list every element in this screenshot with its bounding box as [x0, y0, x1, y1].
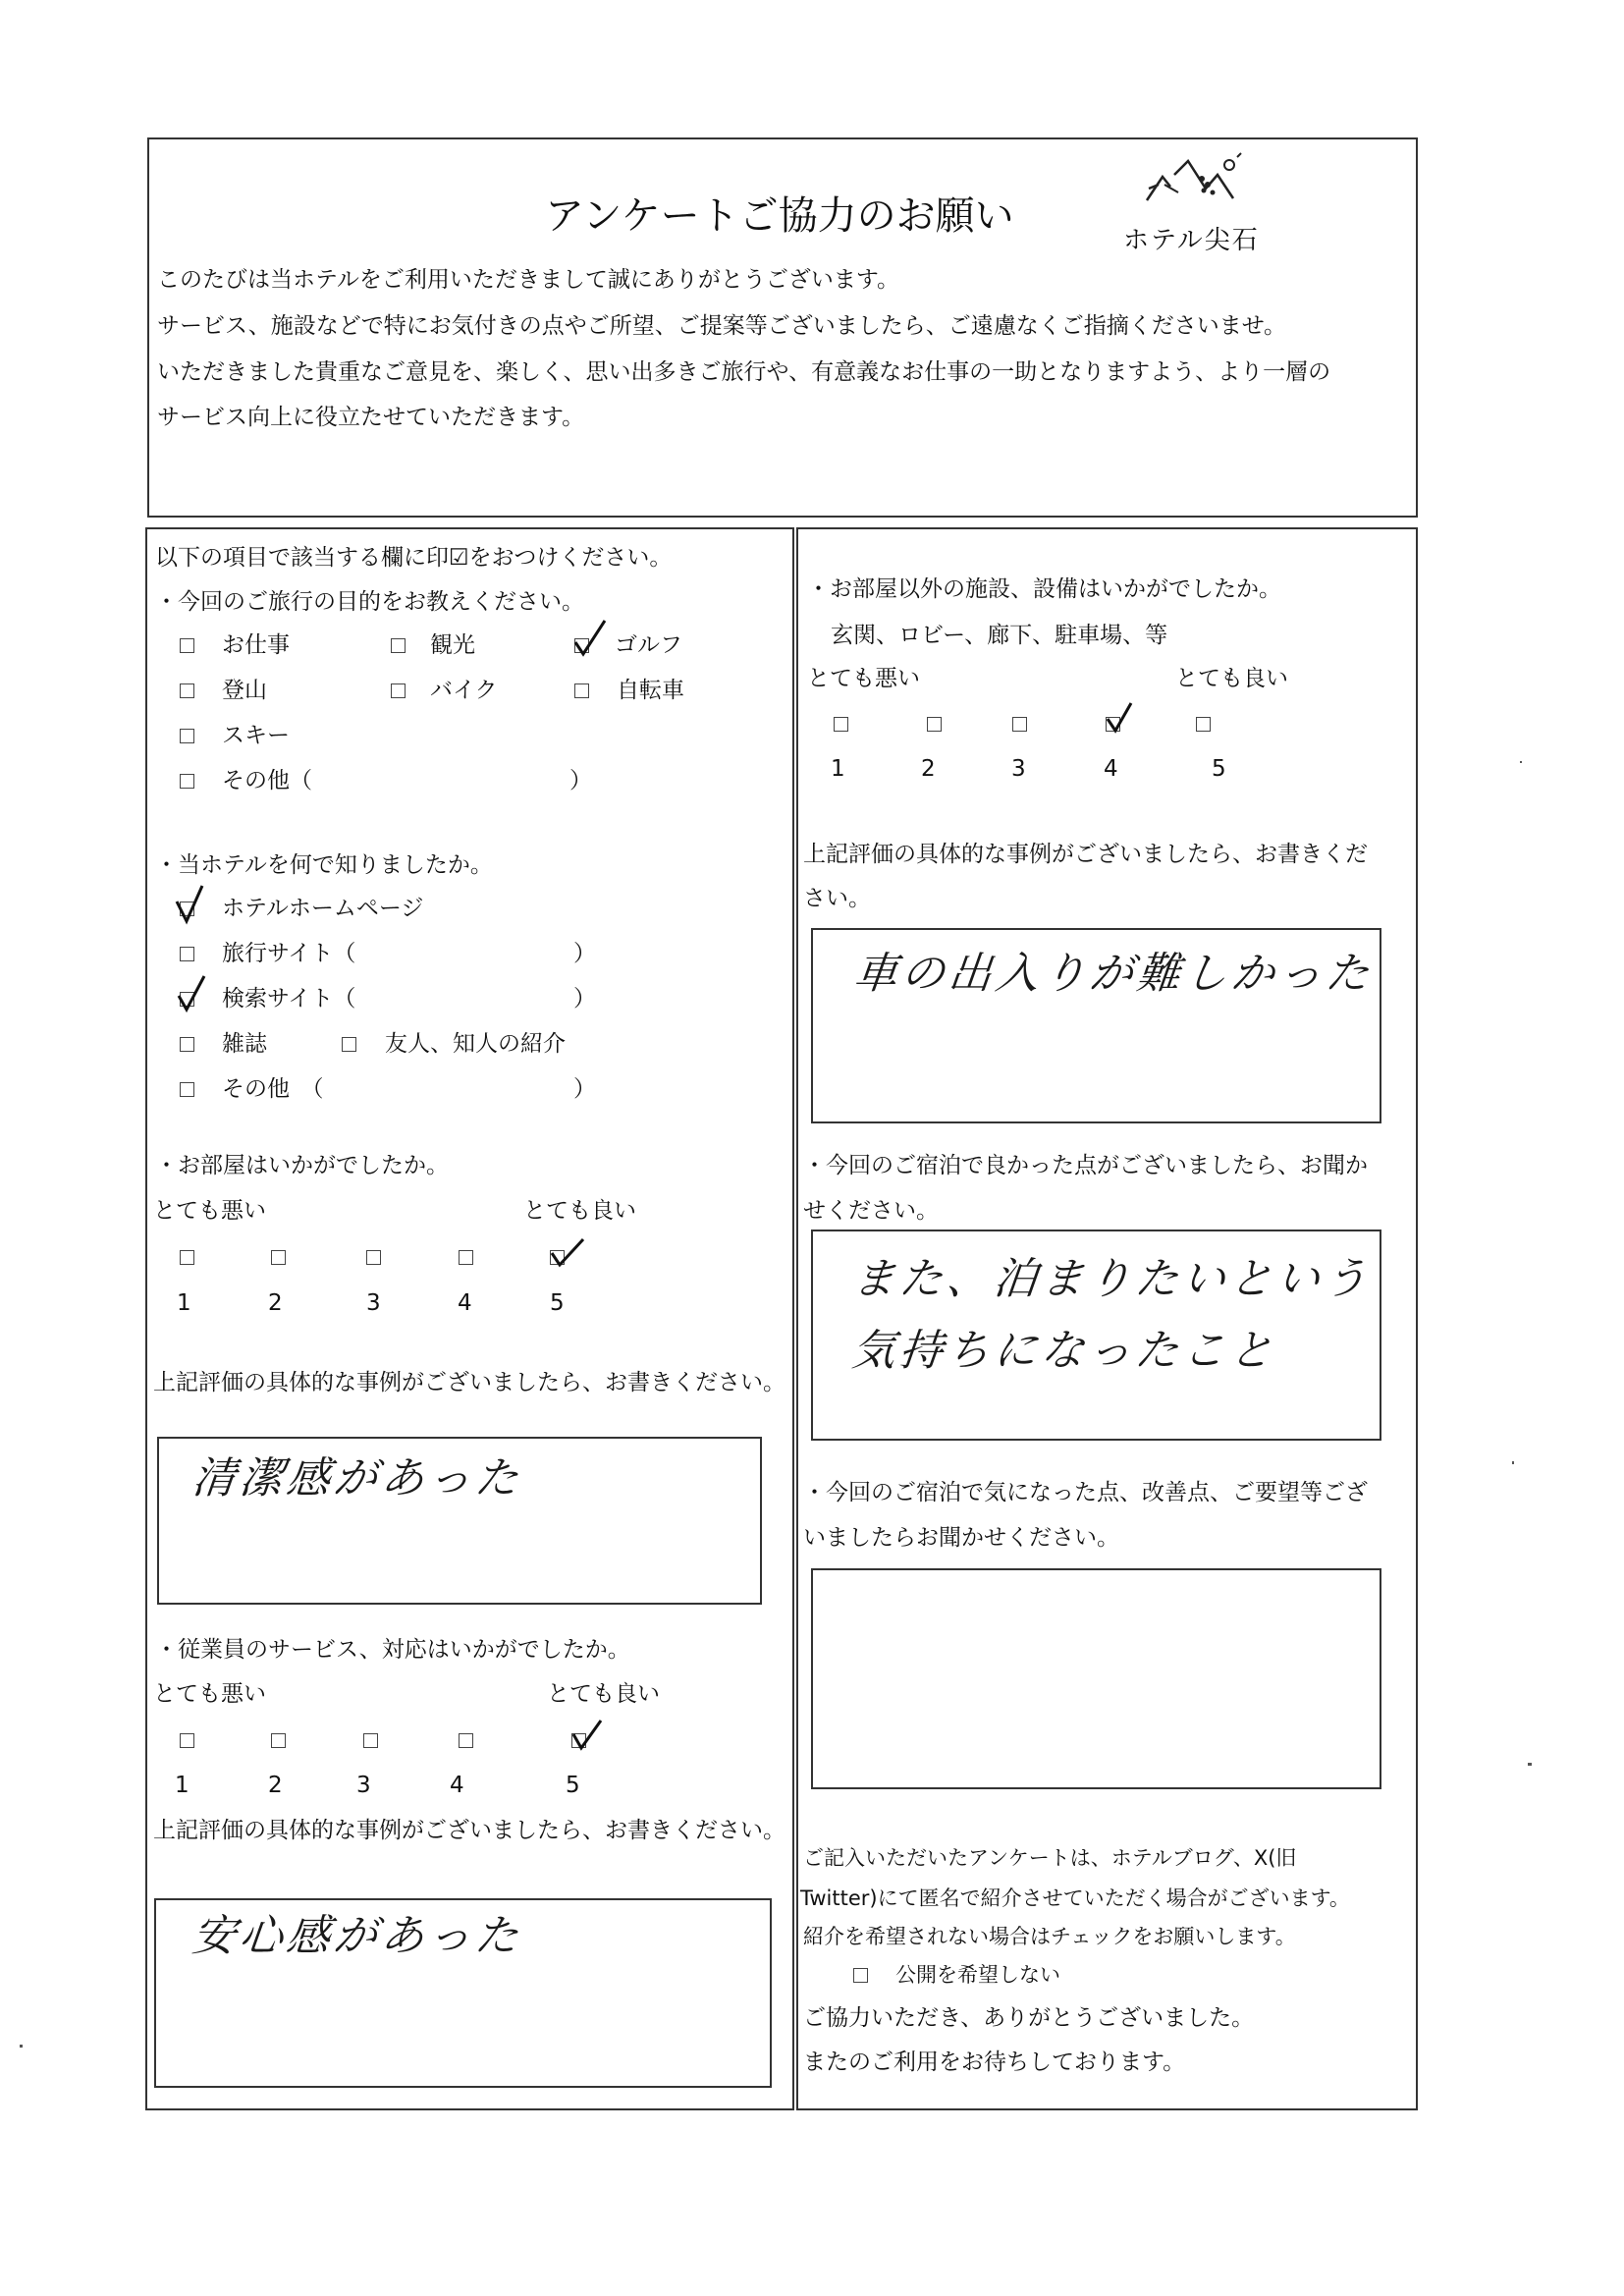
q1-question: ・今回のご旅行の目的をお教えください。	[155, 589, 584, 615]
q2-search-site-label: 検索サイト（	[222, 986, 356, 1011]
q5-scale-5: 5	[1212, 756, 1226, 782]
intro-line-3: いただきました貴重なご意見を、楽しく、思い出多きご旅行や、有意義なお仕事の一助となりますよう、より一層の	[157, 359, 1331, 385]
q5-comment-handwriting: 車の出入りが難しかった	[851, 949, 1376, 999]
q1-mountain-label: 登山	[222, 678, 267, 703]
q3-scale-3: 3	[366, 1290, 381, 1316]
q3-question: ・お部屋はいかがでしたか。	[155, 1153, 449, 1178]
q2-question: ・当ホテルを何で知りましたか。	[155, 852, 493, 878]
scan-speck	[20, 2045, 23, 2048]
q6-comment-handwriting-2: 気持ちになったこと	[849, 1326, 1279, 1376]
q4-scale-2: 2	[268, 1773, 283, 1798]
q4-rating-1-checkbox[interactable]	[180, 1733, 194, 1748]
q4-comment-handwriting: 安心感があった	[189, 1911, 525, 1961]
q4-rating-2-checkbox[interactable]	[271, 1733, 286, 1748]
q4-comment-prompt: 上記評価の具体的な事例がございましたら、お書きください。	[153, 1818, 785, 1843]
q4-rating-4-checkbox[interactable]	[459, 1733, 473, 1748]
q5-rating-3-checkbox[interactable]	[1012, 717, 1027, 732]
q1-work-label: お仕事	[222, 632, 290, 658]
q6-question-2: せください。	[803, 1198, 939, 1224]
q5-comment-prompt-1: 上記評価の具体的な事例がございましたら、お書きくだ	[803, 842, 1368, 867]
scan-speck	[1512, 1461, 1514, 1464]
q1-other-label: その他（	[222, 768, 312, 793]
q1-mountain-checkbox[interactable]	[180, 683, 194, 698]
hotel-logo	[1119, 149, 1260, 267]
q2-homepage-label: ホテルホームページ	[222, 896, 424, 921]
q1-bike-label: バイク	[430, 678, 498, 703]
footer-line-2: Twitter)にて匿名で紹介させていただく場合がございます。	[800, 1886, 1350, 1910]
q2-travel-site-label: 旅行サイト（	[222, 941, 356, 966]
closing-text: またのご利用をお待ちしております。	[803, 2050, 1186, 2075]
q1-ski-label: スキー	[222, 723, 290, 748]
q7-comment-box[interactable]	[811, 1568, 1381, 1789]
q2-other-checkbox[interactable]	[180, 1082, 194, 1097]
q3-high-label: とても良い	[523, 1198, 636, 1224]
mountain-logo-icon	[1119, 149, 1257, 218]
intro-line-2: サービス、施設などで特にお気付きの点やご所望、ご提案等ございましたら、ご遠慮なくご指摘くださいませ。	[157, 313, 1286, 339]
q5-scale-4: 4	[1104, 756, 1118, 782]
scan-speck	[1528, 1763, 1532, 1766]
q4-scale-3: 3	[356, 1773, 371, 1798]
q4-question: ・従業員のサービス、対応はいかがでしたか。	[155, 1637, 630, 1663]
q4-rating-3-checkbox[interactable]	[363, 1733, 378, 1748]
q2-magazine-label: 雑誌	[222, 1031, 267, 1057]
no-publish-label: 公開を希望しない	[895, 1963, 1060, 1987]
q6-comment-handwriting-1: また、泊まりたいという	[849, 1254, 1374, 1304]
q2-search-site-checkmark-icon	[175, 972, 220, 1017]
q3-rating-4-checkbox[interactable]	[459, 1250, 473, 1265]
q1-bike-checkbox[interactable]	[391, 683, 406, 698]
q3-rating-3-checkbox[interactable]	[366, 1250, 381, 1265]
no-publish-checkbox[interactable]	[853, 1968, 868, 1983]
intro-line-4: サービス向上に役立たせていただきます。	[157, 405, 585, 430]
q1-golf-checkmark-icon	[569, 617, 615, 662]
q1-bicycle-checkbox[interactable]	[574, 683, 589, 698]
q3-scale-1: 1	[177, 1290, 191, 1316]
q4-scale-4: 4	[450, 1773, 464, 1798]
logo-text: ホテル尖石	[1123, 226, 1260, 255]
q3-low-label: とても悪い	[153, 1198, 266, 1224]
q5-comment-prompt-2: さい。	[803, 886, 871, 911]
q3-comment-handwriting: 清潔感があった	[189, 1453, 525, 1503]
q2-friends-checkbox[interactable]	[342, 1037, 356, 1052]
q1-sightseeing-checkbox[interactable]	[391, 638, 406, 653]
q2-search-site-close-paren: ）	[573, 986, 596, 1011]
q4-low-label: とても悪い	[153, 1681, 266, 1707]
q3-comment-prompt: 上記評価の具体的な事例がございましたら、お書きください。	[153, 1370, 785, 1395]
q3-scale-4: 4	[458, 1290, 472, 1316]
q3-rating-5-checkmark-icon	[546, 1230, 591, 1275]
page-title: アンケートご協力のお願い	[545, 193, 1014, 239]
footer-line-3: 紹介を希望されない場合はチェックをお願いします。	[803, 1925, 1296, 1948]
q4-scale-5: 5	[566, 1773, 580, 1798]
q1-work-checkbox[interactable]	[180, 638, 194, 653]
instruction-text: 以下の項目で該当する欄に印☑をおつけください。	[155, 545, 673, 571]
q1-other-checkbox[interactable]	[180, 774, 194, 789]
footer-line-1: ご記入いただいたアンケートは、ホテルブログ、X(旧	[803, 1846, 1297, 1870]
q5-high-label: とても良い	[1175, 666, 1288, 691]
q4-high-label: とても良い	[547, 1681, 660, 1707]
q5-low-label: とても悪い	[807, 666, 920, 691]
q1-bicycle-label: 自転車	[617, 678, 684, 703]
q3-rating-1-checkbox[interactable]	[180, 1250, 194, 1265]
intro-line-1: このたびは当ホテルをご利用いただきまして誠にありがとうございます。	[157, 267, 900, 293]
q5-examples: 玄関、ロビー、廊下、駐車場、等	[831, 623, 1168, 648]
q7-question-1: ・今回のご宿泊で気になった点、改善点、ご要望等ござ	[803, 1480, 1368, 1505]
q2-magazine-checkbox[interactable]	[180, 1037, 194, 1052]
q4-rating-5-checkmark-icon	[568, 1713, 613, 1758]
q5-rating-1-checkbox[interactable]	[834, 717, 848, 732]
q5-scale-2: 2	[921, 756, 936, 782]
q1-other-close-paren: ）	[569, 768, 592, 793]
q5-question: ・お部屋以外の施設、設備はいかがでしたか。	[807, 576, 1281, 602]
q2-friends-label: 友人、知人の紹介	[385, 1031, 566, 1057]
q7-question-2: いましたらお聞かせください。	[803, 1525, 1119, 1551]
q3-scale-5: 5	[550, 1290, 565, 1316]
q2-other-close-paren: ）	[573, 1076, 596, 1102]
q4-scale-1: 1	[175, 1773, 189, 1798]
q5-rating-5-checkbox[interactable]	[1196, 717, 1211, 732]
q2-other-label: その他 （	[222, 1076, 324, 1102]
q2-travel-site-checkbox[interactable]	[180, 947, 194, 961]
q5-rating-2-checkbox[interactable]	[927, 717, 942, 732]
q2-travel-site-close-paren: ）	[573, 941, 596, 966]
q2-homepage-checkmark-icon	[173, 882, 218, 927]
q5-scale-3: 3	[1011, 756, 1026, 782]
q3-rating-2-checkbox[interactable]	[271, 1250, 286, 1265]
left-panel	[145, 527, 794, 2110]
q1-ski-checkbox[interactable]	[180, 729, 194, 743]
q5-rating-4-checkmark-icon	[1102, 697, 1147, 742]
q1-golf-label: ゴルフ	[615, 632, 682, 658]
q3-scale-2: 2	[268, 1290, 283, 1316]
q6-question-1: ・今回のご宿泊で良かった点がございましたら、お聞か	[803, 1153, 1368, 1178]
q5-scale-1: 1	[831, 756, 845, 782]
scan-speck	[1520, 761, 1522, 763]
thanks-text: ご協力いただき、ありがとうございました。	[803, 2005, 1255, 2031]
q1-sightseeing-label: 観光	[430, 632, 475, 658]
